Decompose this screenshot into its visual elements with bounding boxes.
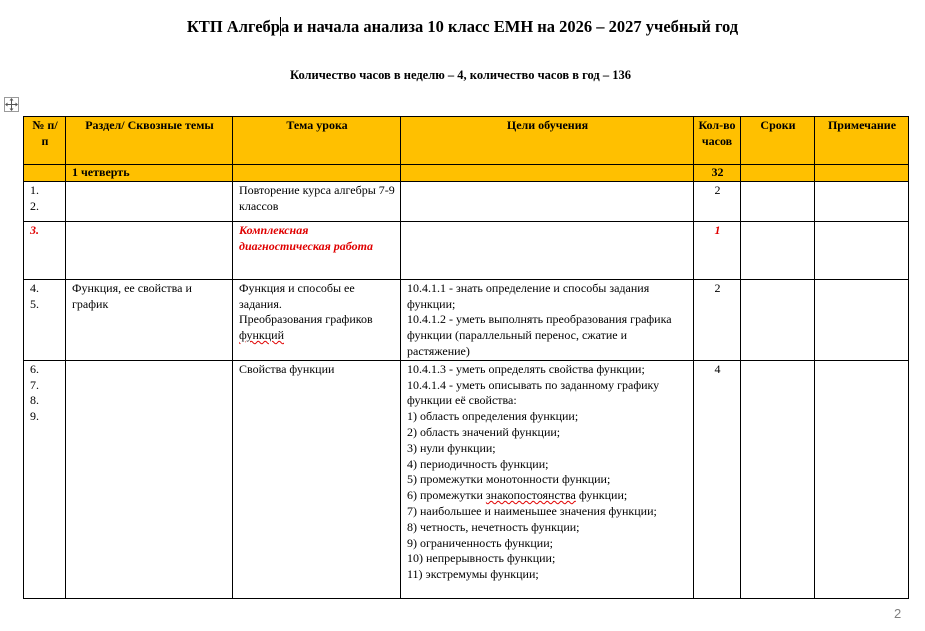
row-topic: Функция и способы ее задания. Преобразования графиков функций (233, 279, 401, 360)
document-title: КТП Алгебра и начала анализа 10 класс ЕМН на 2026 – 2027 учебный год (186, 17, 739, 36)
table-move-handle-icon[interactable] (4, 97, 19, 112)
header-topic: Тема урока (233, 117, 401, 165)
row-hours: 2 (694, 181, 741, 221)
row-dates (741, 279, 815, 360)
row-num: 6. 7. 8. 9. (24, 360, 66, 598)
ktp-table (23, 116, 909, 599)
row-num: 1. 2. (24, 181, 66, 221)
quarter-label: 1 четверть (66, 165, 233, 182)
header-hours: Кол-во часов (694, 117, 741, 165)
header-section: Раздел/ Сквозные темы (66, 117, 233, 165)
row-hours: 2 (694, 279, 741, 360)
row-goals: 10.4.1.1 - знать определение и способы задания функции; 10.4.1.2 - уметь выполнять преобразования графика функции (параллельный перенос, сжатие и растяжение) (401, 279, 694, 360)
header-num: № п/п (24, 117, 66, 165)
row-section (66, 181, 233, 221)
table-row (24, 181, 909, 221)
row-hours: 4 (694, 360, 741, 598)
quarter-row (24, 165, 909, 182)
row-dates (741, 221, 815, 279)
row-dates (741, 360, 815, 598)
table-row (24, 221, 909, 279)
header-goals: Цели обучения (401, 117, 694, 165)
table-row (24, 279, 909, 360)
page-number: 2 (894, 606, 902, 621)
header-dates: Сроки (741, 117, 815, 165)
row-topic: Свойства функции (233, 360, 401, 598)
header-note: Примечание (815, 117, 909, 165)
row-note (815, 221, 909, 279)
row-note (815, 279, 909, 360)
row-section: Функция, ее свойства и график (66, 279, 233, 360)
table-row (24, 360, 909, 598)
row-section (66, 221, 233, 279)
row-num: 3. (24, 221, 66, 279)
row-dates (741, 181, 815, 221)
row-topic: Повторение курса алгебры 7-9 классов (233, 181, 401, 221)
row-num: 4. 5. (24, 279, 66, 360)
row-topic: Комплексная диагностическая работа (233, 221, 401, 279)
quarter-hours: 32 (694, 165, 741, 182)
row-section (66, 360, 233, 598)
row-goals: 10.4.1.3 - уметь определять свойства функции; 10.4.1.4 - уметь описывать по заданному графику функции её свойства: 1) область определения функции; 2) область значений функции; 3) нули функции; 4) периодичность функции; 5) промежутки монотонности функции; 6) промежутки знакопостоянства функции; 7) наибольшее и наименьшее значения функции; 8) четность, нечетность функции; 9) ограниченность функции; 10) непрерывность функции; 11) экстремумы функции; (401, 360, 694, 598)
row-note (815, 360, 909, 598)
row-goals (401, 181, 694, 221)
hours-summary: Количество часов в неделю – 4, количество часов в год – 136 (290, 68, 631, 82)
table-header-row (24, 117, 909, 165)
row-hours: 1 (694, 221, 741, 279)
row-goals (401, 221, 694, 279)
row-note (815, 181, 909, 221)
